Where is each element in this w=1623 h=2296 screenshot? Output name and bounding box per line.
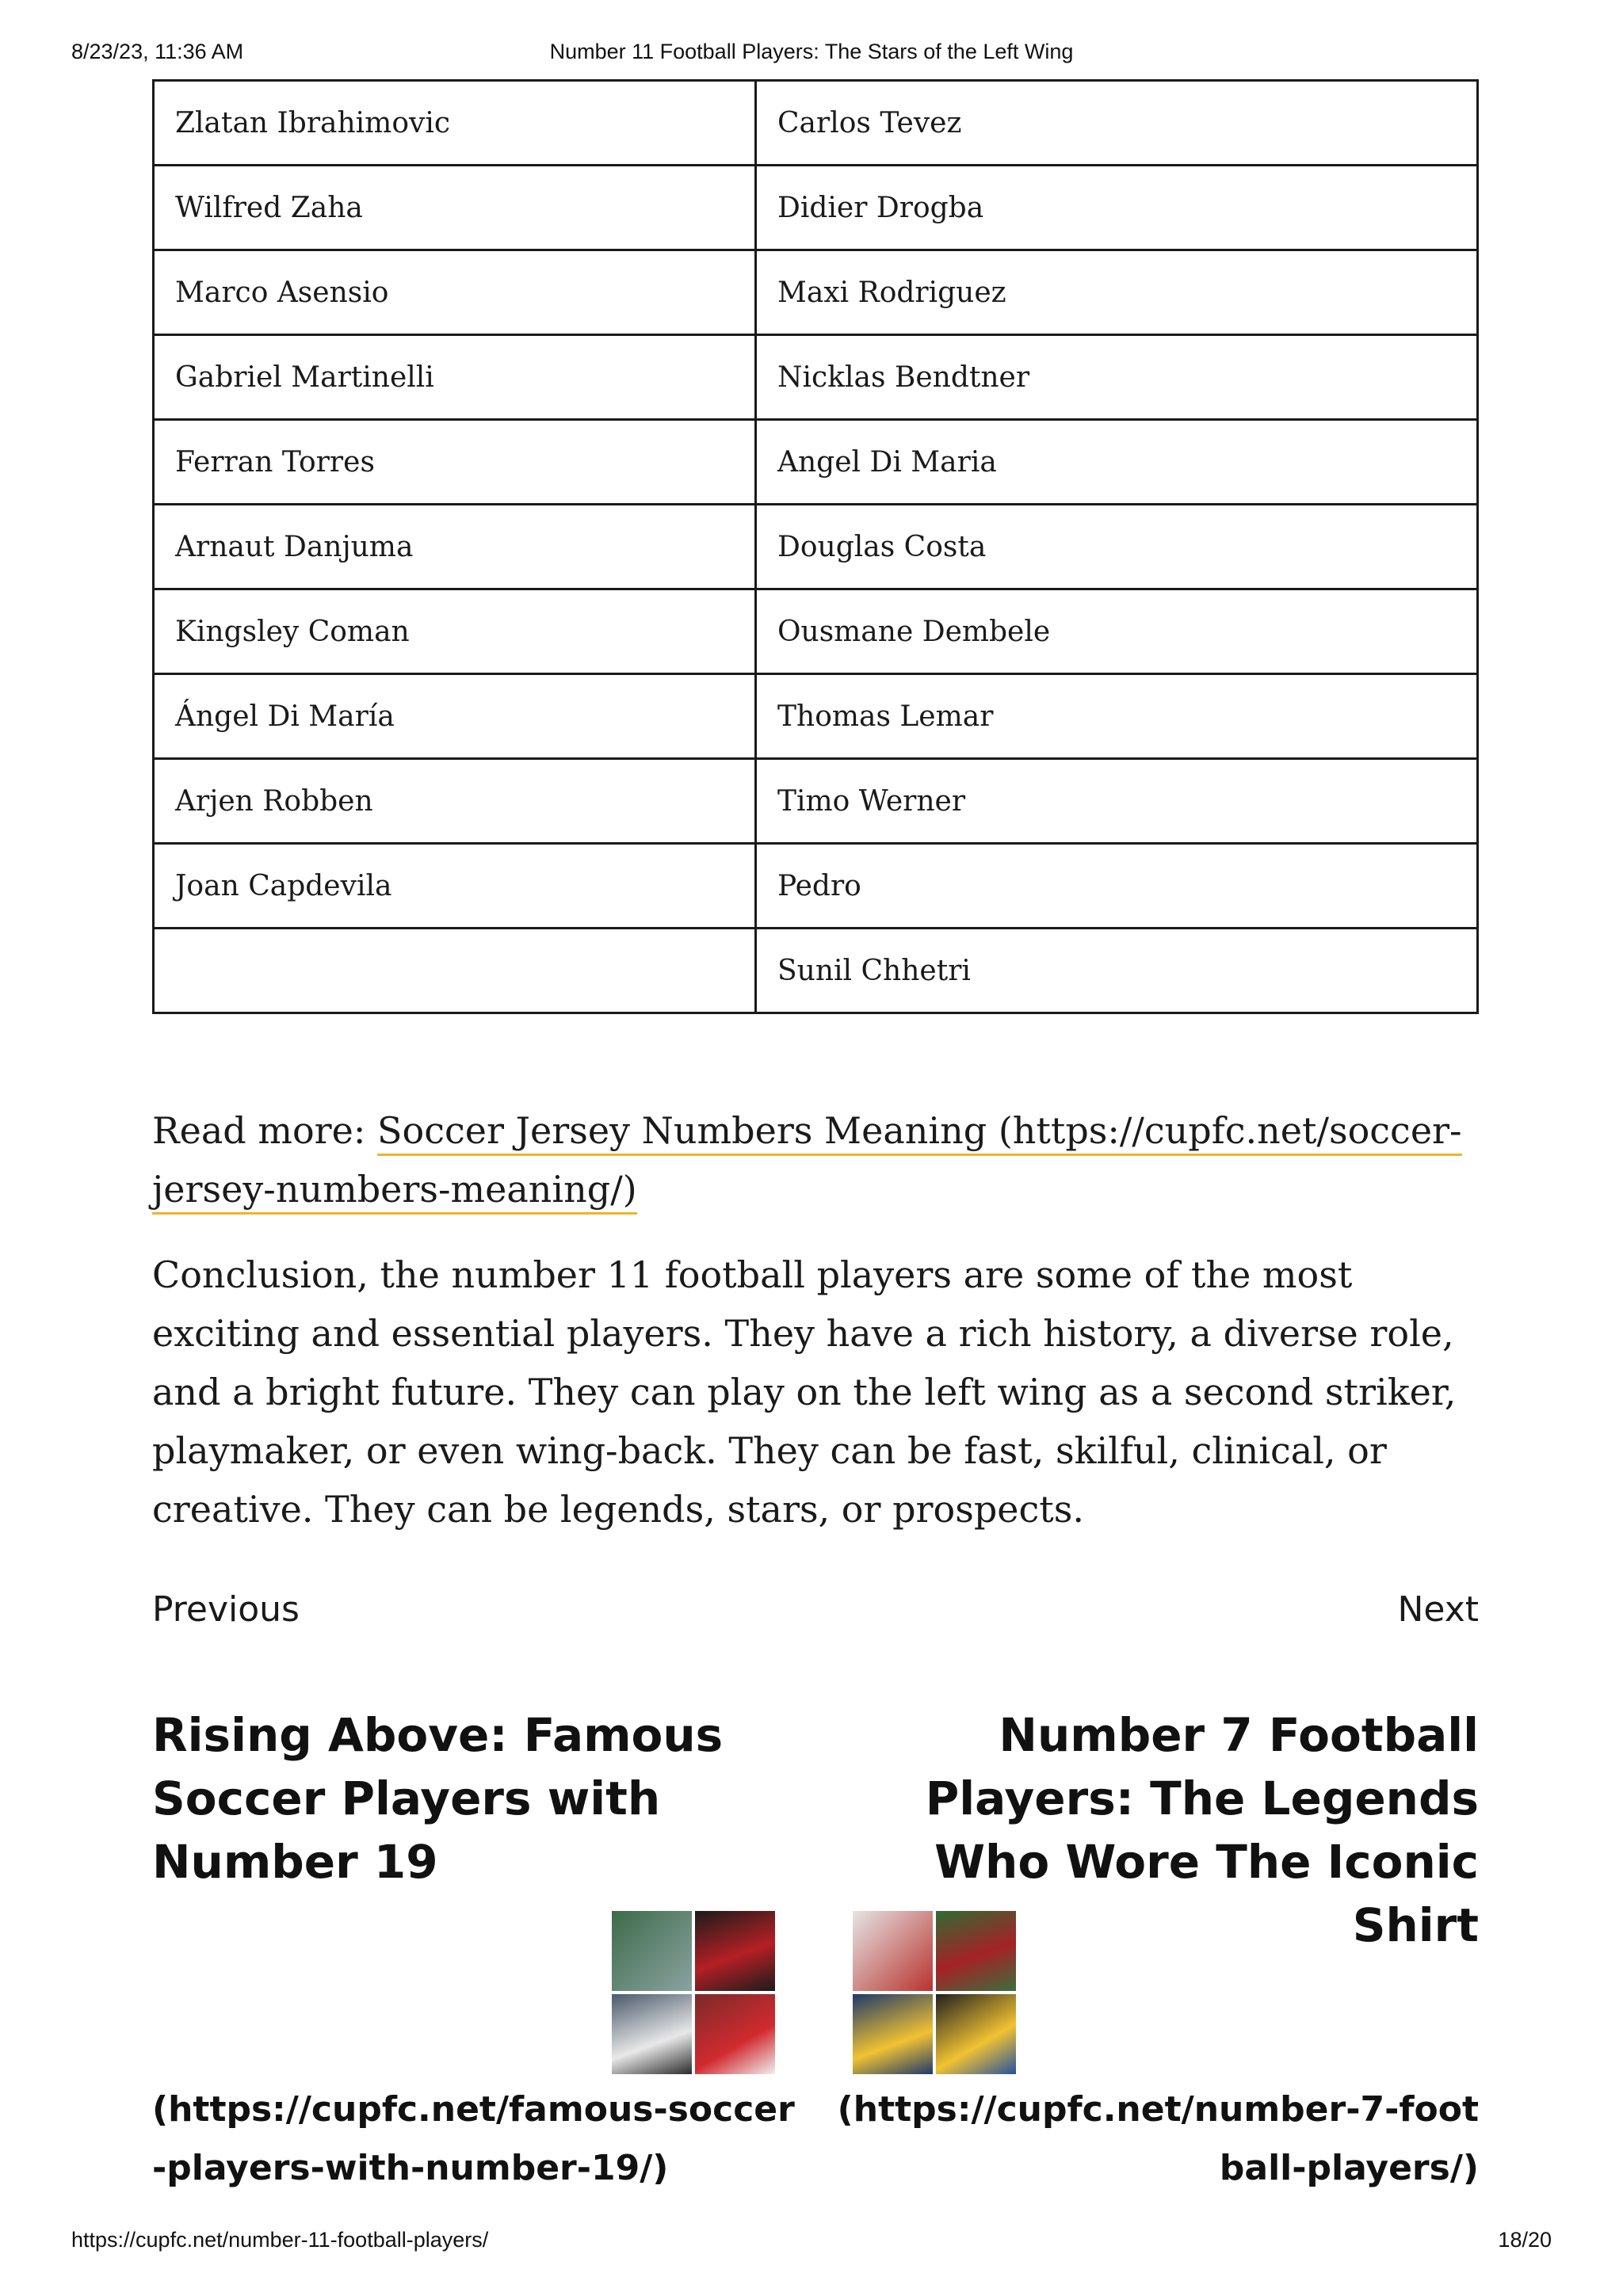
table-row — [154, 844, 1478, 929]
table-cell: Thomas Lemar — [756, 674, 1478, 759]
next-post-label[interactable]: Next — [1397, 1589, 1479, 1630]
table-cell: Maxi Rodriguez — [756, 250, 1478, 335]
thumb-tile — [936, 1911, 1016, 1991]
table-row — [154, 420, 1478, 505]
conclusion-paragraph: Conclusion, the number 11 football players are some of the most exciting and essential players. They have a rich history, a diverse role, and a bright future. They can play on the left wing as a second striker, playmaker, or even wing-back. They can be fast, skilful, clinical, or creative. They can be legends, stars, or prospects. — [152, 1253, 1457, 1531]
read-more-link[interactable]: Soccer Jersey Numbers Meaning (https://cupfc.net/soccer-jersey-numbers-meaning/) — [152, 1109, 1462, 1215]
table-row — [154, 335, 1478, 420]
table-cell: Arjen Robben — [154, 759, 756, 844]
table-cell: Nicklas Bendtner — [756, 335, 1478, 420]
table-row — [154, 929, 1478, 1013]
table-cell: Joan Capdevila — [154, 844, 756, 929]
read-more — [152, 1101, 1479, 1219]
table-cell: Gabriel Martinelli — [154, 335, 756, 420]
previous-post-title[interactable]: Rising Above: Famous Soccer Players with Number 19 — [152, 1708, 724, 1889]
table-row — [154, 81, 1478, 166]
table-cell: Douglas Costa — [756, 505, 1478, 589]
thumb-tile — [936, 1994, 1016, 2074]
previous-post-thumbnail[interactable] — [612, 1911, 775, 2074]
table-row — [154, 674, 1478, 759]
thumb-tile — [612, 1911, 692, 1991]
table-cell: Didier Drogba — [756, 166, 1478, 250]
table-cell: Wilfred Zaha — [154, 166, 756, 250]
print-footer — [0, 2228, 1623, 2256]
players-table — [152, 79, 1479, 1014]
next-post-thumbnail[interactable] — [853, 1911, 1016, 2074]
table-cell: Arnaut Danjuma — [154, 505, 756, 589]
print-page-number: 18/20 — [1498, 2228, 1552, 2252]
table-cell: Ferran Torres — [154, 420, 756, 505]
table-cell: Timo Werner — [756, 759, 1478, 844]
thumb-tile — [695, 1994, 775, 2074]
print-date: 8/23/23, 11:36 AM — [71, 40, 244, 63]
table-cell: Ángel Di María — [154, 674, 756, 759]
table-cell: Zlatan Ibrahimovic — [154, 81, 756, 166]
table-cell: Kingsley Coman — [154, 589, 756, 674]
print-url: https://cupfc.net/number-11-football-players/ — [71, 2228, 489, 2252]
table-cell: Angel Di Maria — [756, 420, 1478, 505]
print-page-title: Number 11 Football Players: The Stars of the Left Wing — [549, 40, 1074, 63]
table-cell: Carlos Tevez — [756, 81, 1478, 166]
table-row — [154, 759, 1478, 844]
table-cell: Marco Asensio — [154, 250, 756, 335]
thumb-tile — [612, 1994, 692, 2074]
previous-post-label[interactable]: Previous — [152, 1589, 300, 1630]
thumb-tile — [853, 1911, 933, 1991]
previous-post-url[interactable]: (https://cupfc.net/famous-soccer-players-with-number-19/) — [152, 2089, 795, 2188]
next-post-title[interactable]: Number 7 Football Players: The Legends Who Wore The Iconic Shirt — [925, 1708, 1479, 1952]
table-cell — [154, 929, 756, 1013]
table-row — [154, 505, 1478, 589]
thumb-tile — [695, 1911, 775, 1991]
read-more-prefix: Read more: — [152, 1109, 377, 1152]
table-row — [154, 589, 1478, 674]
table-row — [154, 250, 1478, 335]
table-cell: Ousmane Dembele — [756, 589, 1478, 674]
print-header — [0, 40, 1623, 68]
thumb-tile — [853, 1994, 933, 2074]
table-row — [154, 166, 1478, 250]
table-cell: Sunil Chhetri — [756, 929, 1478, 1013]
next-post-url[interactable]: (https://cupfc.net/number-7-football-players/) — [837, 2089, 1479, 2188]
table-cell: Pedro — [756, 844, 1478, 929]
